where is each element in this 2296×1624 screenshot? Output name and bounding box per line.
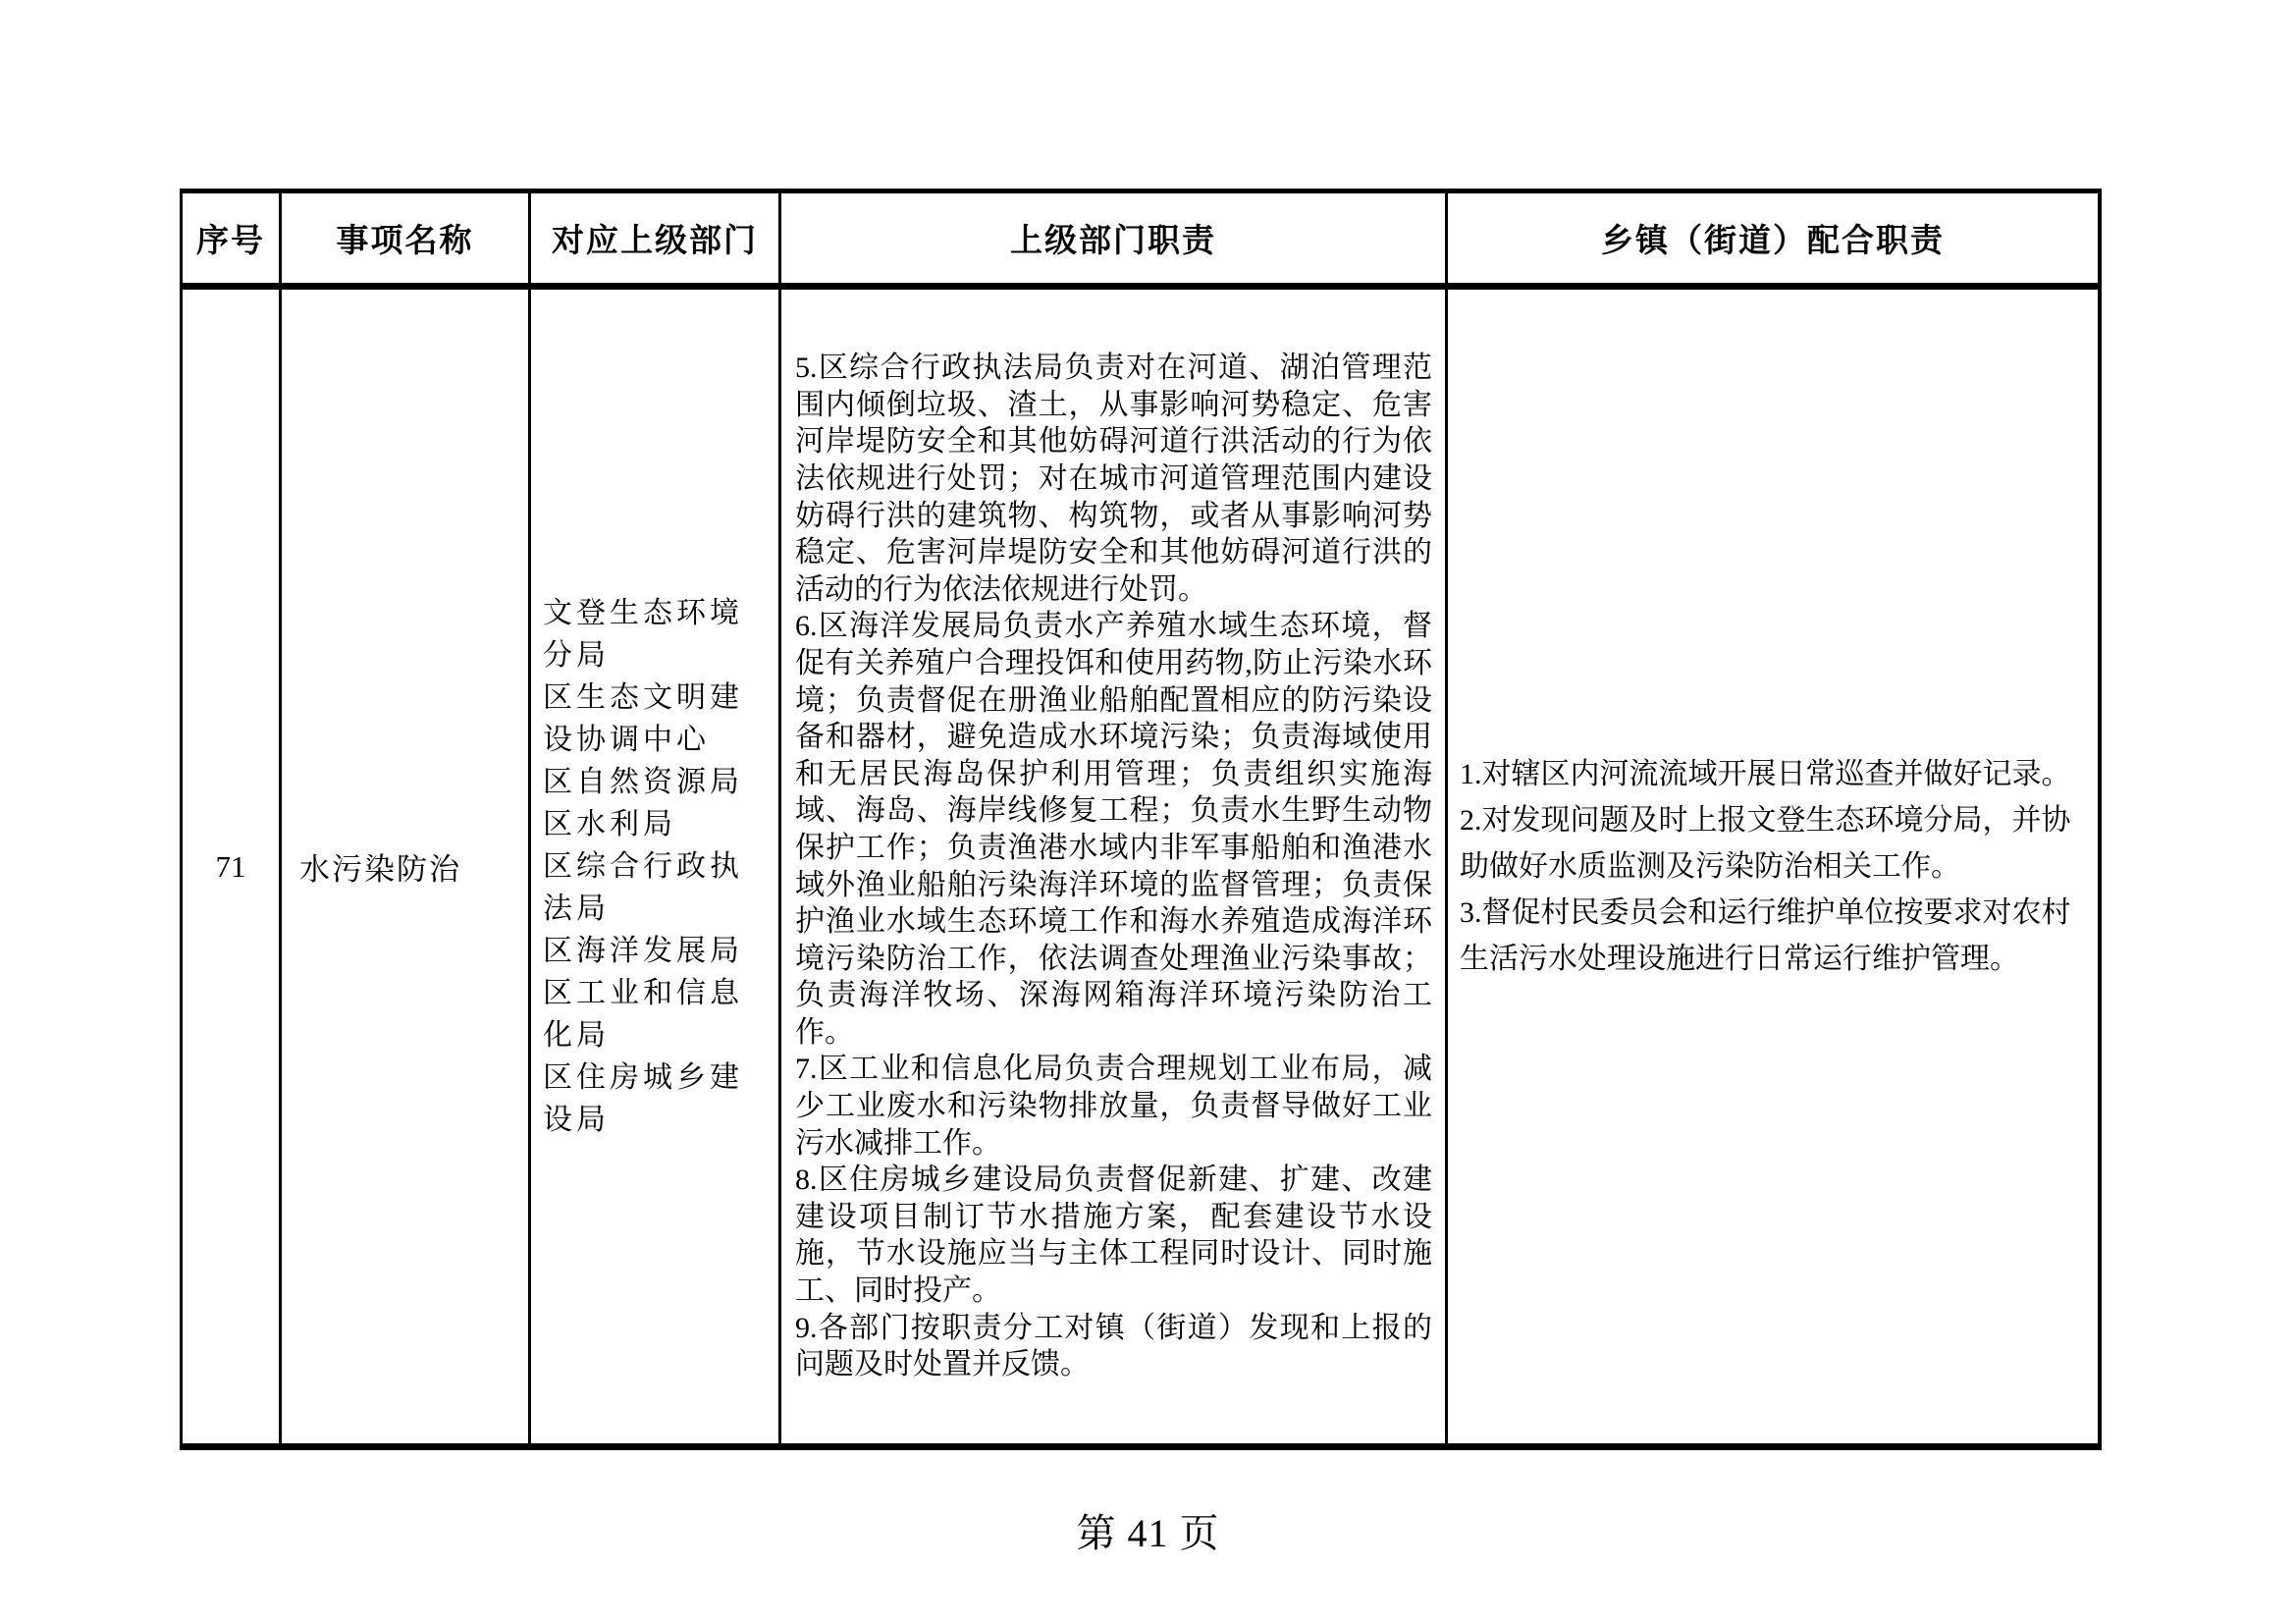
township-duty-item: 2.对发现问题及时上报文登生态环境分局，并协助做好水质监测及污染防治相关工作。 [1460,804,2071,883]
department-item: 区工业和信息化局 [543,977,743,1052]
superior-duty-item: 7.区工业和信息化局负责合理规划工业布局，减少工业废水和污染物排放量，负责督导做好工业污水减排工作。 [795,1053,1432,1160]
township-duty-item: 1.对辖区内河流流域开展日常巡查并做好记录。 [1460,758,2071,790]
item-name-cell [282,290,531,1443]
header-index: 序号 [183,193,282,290]
superior-duty-item: 9.各部门按职责分工对镇（街道）发现和上报的问题及时处置并反馈。 [795,1311,1432,1381]
page-number: 第 41 页 [1076,1511,1220,1555]
township-duty-item: 3.督促村民委员会和运行维护单位按要求对农村生活污水处理设施进行日常运行维护管理。 [1460,896,2071,975]
row-index-cell [183,290,282,1443]
township-duties-cell [1448,290,2098,1443]
duties-table [180,189,2102,1450]
department-item: 区综合行政执法局 [543,850,743,925]
department-item: 区自然资源局 [543,766,743,798]
department-item: 区生态文明建设协调中心 [543,681,743,756]
departments-cell [531,290,781,1443]
department-item: 文登生态环境分局 [543,597,743,672]
department-item: 区住房城乡建设局 [543,1061,743,1136]
superior-duty-item: 8.区住房城乡建设局负责督促新建、扩建、改建建设项目制订节水措施方案，配套建设节水设施，节水设施应当与主体工程同时设计、同时施工、同时投产。 [795,1164,1432,1308]
superior-duty-item: 5.区综合行政执法局负责对在河道、湖泊管理范围内倾倒垃圾、渣土，从事影响河势稳定、危害河岸堤防安全和其他妨碍河道行洪活动的行为依法依规进行处罚；对在城市河道管理范围内建设妨碍行洪的建筑物、构筑物，或者从事影响河势稳定、危害河岸堤防安全和其他妨碍河道行洪的活动的行为依法依规进行处罚。 [795,352,1432,606]
superior-duties-cell [781,290,1448,1443]
header-superior-duties: 上级部门职责 [781,193,1448,290]
row-index: 71 [215,848,246,884]
header-superior-department: 对应上级部门 [531,193,781,290]
superior-duty-item: 6.区海洋发展局负责水产养殖水域生态环境，督促有关养殖户合理投饵和使用药物,防止污染水环境；负责督促在册渔业船舶配置相应的防污染设备和器材，避免造成水环境污染；负责海域使用和无居民海岛保护利用管理；负责组织实施海域、海岛、海岸线修复工程；负责水生野生动物保护工作；负责渔港水域内非军事船舶和渔港水域外渔业船舶污染海洋环境的监督管理；负责保护渔业水域生态环境工作和海水养殖造成海洋环境污染防治工作，依法调查处理渔业污染事故；负责海洋牧场、深海网箱海洋环境污染防治工作。 [795,610,1432,1049]
header-item-name: 事项名称 [282,193,531,290]
item-name: 水污染防治 [299,852,461,887]
header-township-duties: 乡镇（街道）配合职责 [1448,193,2098,290]
department-item: 区海洋发展局 [543,935,743,967]
department-item: 区水利局 [543,808,676,840]
